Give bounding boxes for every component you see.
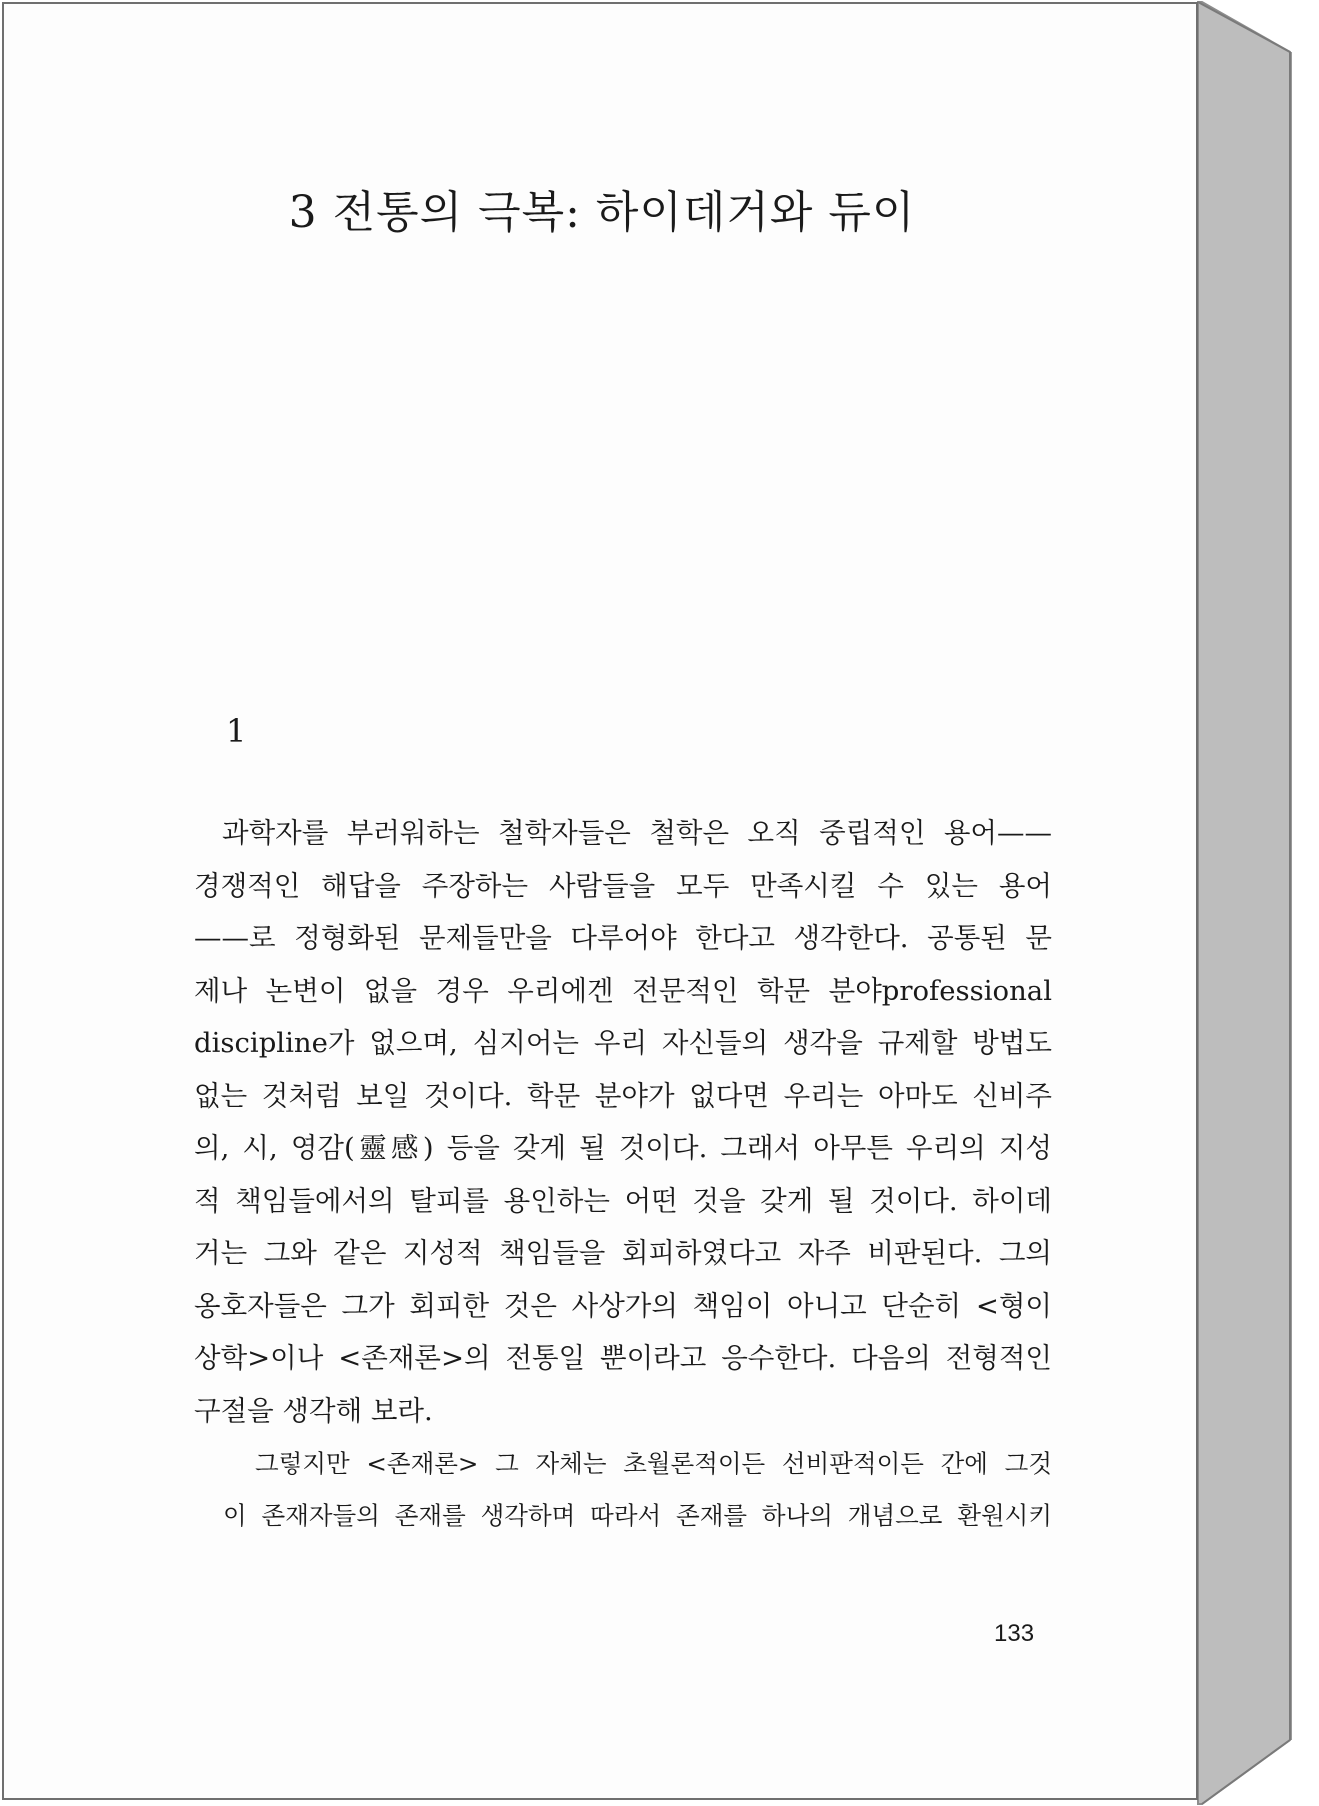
body-line: 없는 것처럼 보일 것이다. 학문 분야가 없다면 우리는 아마도 신비주 <box>194 1079 1052 1112</box>
body-line: 거는 그와 같은 지성적 책임들을 회피하였다고 자주 비판된다. 그의 <box>194 1237 1052 1269</box>
body-line: 제나 논변이 없을 경우 우리에겐 전문적인 학문 분야professional <box>194 974 1052 1007</box>
body-line: 구절을 생각해 보라. <box>194 1394 433 1427</box>
body-line: 과학자를 부러워하는 철학자들은 철학은 오직 중립적인 용어—— <box>222 817 1052 849</box>
body-line: 상학>이나 <존재론>의 전통일 뿐이라고 응수한다. 다음의 전형적인 <box>194 1342 1052 1374</box>
book-page <box>2 2 1198 1800</box>
quote-line: 그렇지만 <존재론> 그 자체는 초월론적이든 선비판적이든 간에 그것 <box>255 1449 1052 1478</box>
body-line: 적 책임들에서의 탈피를 용인하는 어떤 것을 갖게 될 것이다. 하이데 <box>194 1184 1052 1217</box>
chapter-title: 3 전통의 극복: 하이데거와 듀이 <box>288 187 916 238</box>
body-line: discipline가 없으며, 심지어는 우리 자신들의 생각을 규제할 방법도 <box>194 1027 1052 1059</box>
page-number: 133 <box>994 1620 1035 1647</box>
body-line: ——로 정형화된 문제들만을 다루어야 한다고 생각한다. 공통된 문 <box>194 922 1052 954</box>
body-line: 의, 시, 영감(靈感) 등을 갖게 될 것이다. 그래서 아무튼 우리의 지성 <box>194 1132 1052 1164</box>
body-line: 경쟁적인 해답을 주장하는 사람들을 모두 만족시킬 수 있는 용어 <box>194 869 1052 902</box>
quote-line: 이 존재자들의 존재를 생각하며 따라서 존재를 하나의 개념으로 환원시키 <box>223 1501 1052 1530</box>
section-number: 1 <box>226 712 247 750</box>
body-paragraph <box>194 807 1052 1437</box>
block-quote <box>223 1438 1052 1542</box>
body-line: 옹호자들은 그가 회피한 것은 사상가의 책임이 아니고 단순히 <형이 <box>194 1289 1052 1322</box>
